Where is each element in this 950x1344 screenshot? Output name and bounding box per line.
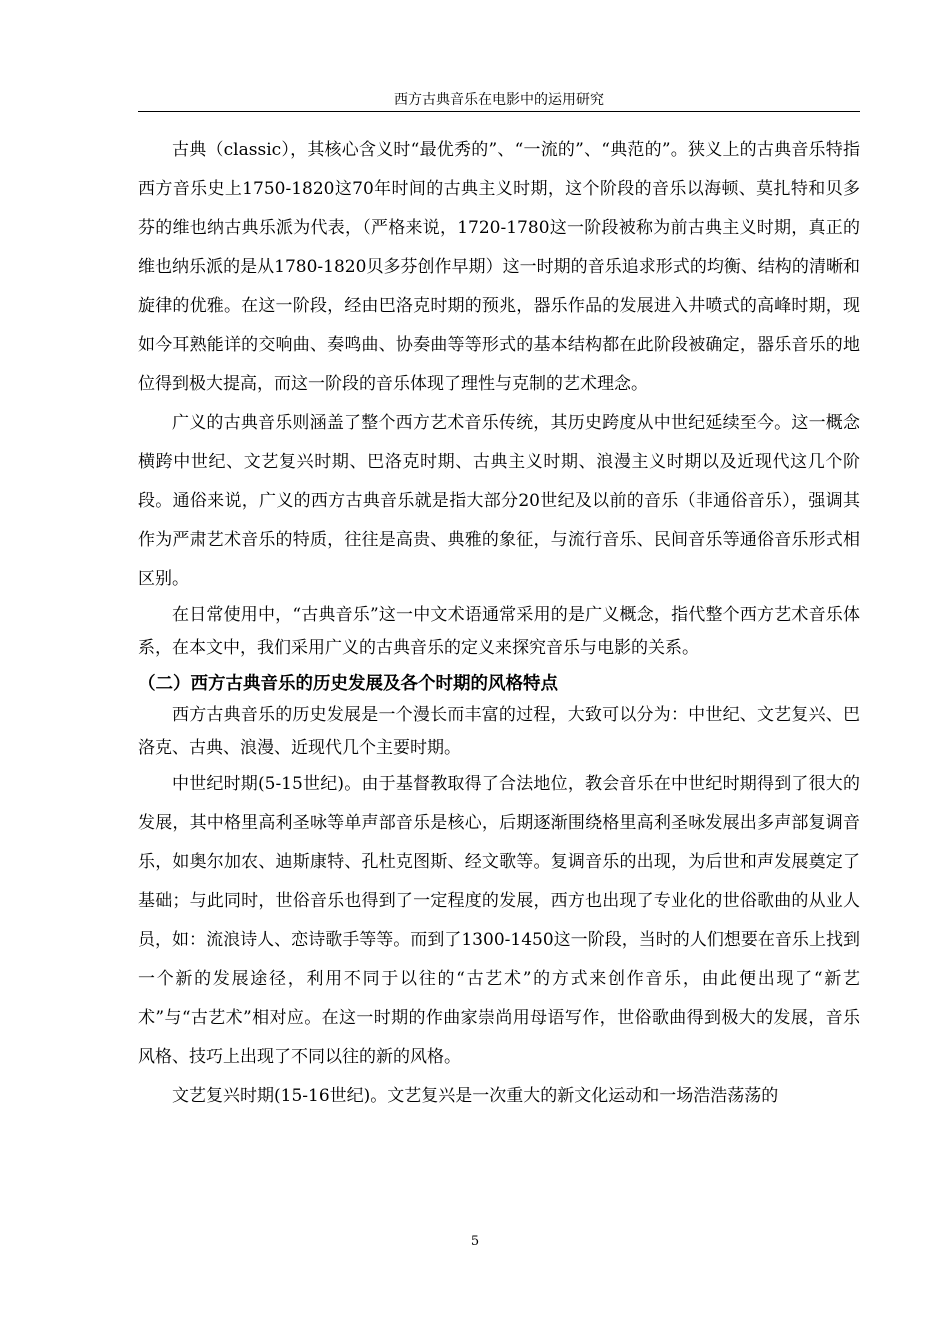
paragraph-classic-definition: 古典（classic），其核心含义时“最优秀的”、“一流的”、“典范的”。狭义上的古典音乐特指西方音乐史上1750-1820这70年时间的古典主义时期，这个阶段的音乐以海顿、莫扎特和贝多芬的维也纳古典乐派为代表，（严格来说，1720-1780这一阶段被称为前古典主义时期，真正的维也纳乐派的是从1780-1820贝多芬创作早期）这一时期的音乐追求形式的均衡、结构的清晰和旋律的优雅。在这一阶段，经由巴洛克时期的预兆，器乐作品的发展进入井喷式的高峰时期，现如今耳熟能详的交响曲、奏鸣曲、协奏曲等等形式的基本结构都在此阶段被确定，器乐音乐的地位得到极大提高，而这一阶段的音乐体现了理性与克制的艺术理念。 — [138, 140, 860, 394]
paragraph-usage: 在日常使用中，“古典音乐”这一中文术语通常采用的是广义概念，指代整个西方艺术音乐体系，在本文中，我们采用广义的古典音乐的定义来探究音乐与电影的关系。 — [138, 605, 860, 658]
running-header: 西方古典音乐在电影中的运用研究 — [394, 92, 604, 108]
section-heading: （二）西方古典音乐的历史发展及各个时期的风格特点 — [138, 674, 558, 694]
paragraph-history-overview: 西方古典音乐的历史发展是一个漫长而丰富的过程，大致可以分为：中世纪、文艺复兴、巴洛克、古典、浪漫、近现代几个主要时期。 — [138, 705, 860, 758]
paragraph-medieval: 中世纪时期(5-15世纪)。由于基督教取得了合法地位，教会音乐在中世纪时期得到了很大的发展，其中格里高利圣咏等单声部音乐是核心，后期逐渐围绕格里高利圣咏发展出多声部复调音乐，如奥尔加农、迪斯康特、孔杜克图斯、经文歌等。复调音乐的出现，为后世和声发展奠定了基础；与此同时，世俗音乐也得到了一定程度的发展，西方也出现了专业化的世俗歌曲的从业人员，如：流浪诗人、恋诗歌手等等。而到了1300-1450这一阶段，当时的人们想要在音乐上找到一个新的发展途径，利用不同于以往的“古艺术”的方式来创作音乐，由此便出现了“新艺术”与“古艺术”相对应。在这一时期的作曲家崇尚用母语写作，世俗歌曲得到极大的发展，音乐风格、技巧上出现了不同以往的新的风格。 — [138, 774, 860, 1067]
paragraph-renaissance: 文艺复兴时期(15-16世纪)。文艺复兴是一次重大的新文化运动和一场浩浩荡荡的 — [172, 1086, 779, 1106]
header-rule — [138, 111, 860, 112]
page-number: 5 — [470, 1234, 480, 1249]
paragraph-broad-definition: 广义的古典音乐则涵盖了整个西方艺术音乐传统，其历史跨度从中世纪延续至今。这一概念横跨中世纪、文艺复兴时期、巴洛克时期、古典主义时期、浪漫主义时期以及近现代这几个阶段。通俗来说，广义的西方古典音乐就是指大部分20世纪及以前的音乐（非通俗音乐），强调其作为严肃艺术音乐的特质，往往是高贵、典雅的象征，与流行音乐、民间音乐等通俗音乐形式相区别。 — [138, 413, 860, 589]
page-body — [138, 131, 860, 1116]
